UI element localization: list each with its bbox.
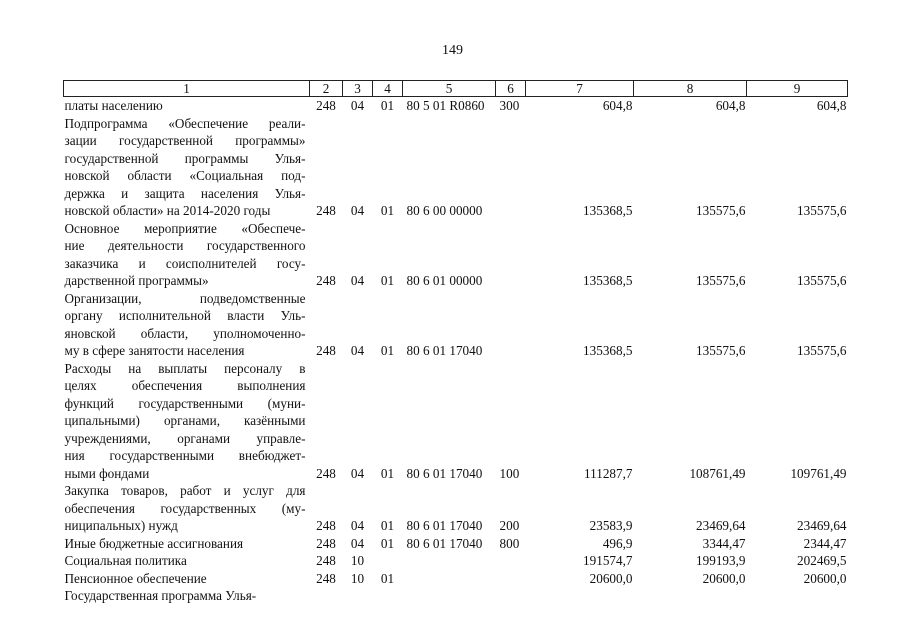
amount-col8-cell: [634, 587, 747, 605]
table-row: [64, 482, 848, 535]
amount-col8-cell: 108761,49: [689, 465, 746, 481]
amount-col7-cell: [526, 587, 634, 605]
description-line: Иные бюджетные ассигнования: [64, 535, 244, 551]
description-line: ния государственными внебюджет-: [64, 448, 306, 463]
target-article-cell: 80 6 00 00000: [406, 203, 483, 218]
section-code-cell: 04: [350, 273, 365, 288]
description-line: дарственной программы»: [64, 273, 209, 288]
section-code-cell: 04: [350, 343, 365, 358]
description-line: Пенсионное обеспечение: [64, 570, 207, 586]
target-article-cell: 80 6 01 00000: [406, 273, 483, 288]
amount-col7-cell: 135368,5: [583, 273, 633, 288]
section-code-cell: 04: [350, 98, 365, 113]
amount-col7-cell: 604,8: [602, 98, 633, 113]
section-code-cell: 04: [350, 203, 365, 218]
expense-type-cell: 200: [499, 518, 520, 533]
amount-col7-cell: 135368,5: [583, 203, 633, 218]
description-line: целях обеспечения выполнения: [64, 378, 306, 393]
description-line: ципальными) органами, казёнными: [64, 413, 306, 428]
description-line: Государственная программа Улья-: [64, 588, 257, 603]
target-article-cell: 80 6 01 17040: [406, 343, 483, 358]
description-line: Социальная политика: [64, 553, 187, 568]
amount-col7-cell: 23583,9: [589, 518, 633, 533]
expense-type-cell: [496, 115, 526, 220]
target-article-cell: 80 6 01 17040: [406, 535, 483, 551]
description-line: государственной программы Улья-: [64, 150, 306, 166]
amount-col9-cell: 2344,47: [803, 535, 847, 551]
table-body: [64, 97, 848, 605]
target-article-cell: [403, 587, 496, 605]
amount-col9-cell: 135575,6: [797, 343, 847, 358]
ministry-code-cell: 248: [316, 465, 336, 481]
section-code-cell: [343, 587, 373, 605]
ministry-code-cell: 248: [316, 273, 336, 288]
section-code-cell: 04: [350, 465, 365, 481]
description-line: заказчика и соисполнителей госу-: [64, 255, 306, 271]
amount-col8-cell: 135575,6: [696, 203, 746, 218]
target-article-cell: 80 6 01 17040: [406, 518, 483, 533]
ministry-code-cell: 248: [316, 535, 336, 551]
subsection-code-cell: 01: [380, 203, 395, 218]
ministry-code-cell: 248: [316, 570, 336, 586]
description-cell: [64, 360, 310, 483]
description-line: Закупка товаров, работ и услуг для: [64, 483, 306, 498]
amount-col8-cell: 135575,6: [696, 343, 746, 358]
description-cell: [64, 535, 310, 553]
description-cell: [64, 552, 310, 570]
description-line: зации государственной программы»: [64, 133, 306, 148]
ministry-code-cell: [310, 587, 343, 605]
description-cell: [64, 290, 310, 360]
table-row: [64, 570, 848, 588]
subsection-code-cell: 01: [380, 570, 395, 586]
section-code-cell: 10: [350, 570, 365, 586]
table-header-row: [64, 81, 848, 97]
ministry-code-cell: 248: [316, 203, 336, 218]
description-line: платы населению: [64, 98, 163, 113]
expense-type-cell: [496, 587, 526, 605]
column-header: 1: [64, 81, 310, 97]
expense-type-cell: 100: [499, 465, 520, 481]
description-line: Основное мероприятие «Обеспече-: [64, 220, 306, 236]
target-article-cell: [403, 570, 496, 588]
column-header: 4: [373, 81, 403, 97]
description-cell: [64, 587, 310, 605]
amount-col8-cell: 604,8: [715, 98, 746, 113]
table-row: [64, 115, 848, 220]
amount-col9-cell: 20600,0: [803, 570, 847, 586]
column-header: 8: [634, 81, 747, 97]
amount-col9-cell: 23469,64: [797, 518, 847, 533]
ministry-code-cell: 248: [316, 553, 336, 568]
amount-col7-cell: 496,9: [602, 535, 633, 551]
amount-col8-cell: 23469,64: [696, 518, 746, 533]
amount-col9-cell: 109761,49: [790, 465, 847, 481]
description-line: учреждениями, органами управле-: [64, 430, 306, 446]
description-cell: [64, 220, 310, 290]
description-line: функций государственными (муни-: [64, 395, 306, 411]
expense-type-cell: [496, 220, 526, 290]
table-row: [64, 220, 848, 290]
expense-type-cell: [496, 570, 526, 588]
table-row: [64, 535, 848, 553]
description-line: органу исполнительной власти Уль-: [64, 308, 306, 323]
amount-col9-cell: 202469,5: [797, 553, 847, 568]
table-row: [64, 97, 848, 115]
description-line: держка и защита населения Улья-: [64, 185, 306, 201]
subsection-code-cell: 01: [380, 535, 395, 551]
table-row: [64, 587, 848, 605]
expense-type-cell: 300: [499, 98, 520, 113]
column-header: 3: [343, 81, 373, 97]
subsection-code-cell: [373, 552, 403, 570]
amount-col8-cell: 199193,9: [696, 553, 746, 568]
amount-col9-cell: [747, 587, 848, 605]
table-row: [64, 360, 848, 483]
subsection-code-cell: 01: [380, 98, 395, 113]
description-cell: [64, 570, 310, 588]
ministry-code-cell: 248: [316, 518, 336, 533]
amount-col8-cell: 20600,0: [702, 570, 746, 586]
budget-table: [63, 80, 848, 605]
table-row: [64, 290, 848, 360]
description-line: ными фондами: [64, 465, 150, 481]
description-line: Расходы на выплаты персоналу в: [64, 360, 306, 376]
amount-col9-cell: 135575,6: [797, 203, 847, 218]
amount-col9-cell: 604,8: [816, 98, 847, 113]
column-header: 6: [496, 81, 526, 97]
description-cell: [64, 482, 310, 535]
description-line: новской области» на 2014-2020 годы: [64, 203, 271, 218]
subsection-code-cell: [373, 587, 403, 605]
subsection-code-cell: 01: [380, 343, 395, 358]
subsection-code-cell: 01: [380, 465, 395, 481]
amount-col7-cell: 191574,7: [583, 553, 633, 568]
table-row: [64, 552, 848, 570]
amount-col7-cell: 20600,0: [589, 570, 633, 586]
page-number: 149: [442, 43, 463, 58]
description-line: новской области «Социальная под-: [64, 168, 306, 183]
target-article-cell: 80 6 01 17040: [406, 465, 483, 481]
expense-type-cell: 800: [499, 535, 520, 551]
description-line: Подпрограмма «Обеспечение реали-: [64, 115, 306, 131]
description-cell: [64, 97, 310, 115]
column-header: 5: [403, 81, 496, 97]
ministry-code-cell: 248: [316, 343, 336, 358]
amount-col9-cell: 135575,6: [797, 273, 847, 288]
column-header: 9: [747, 81, 848, 97]
amount-col8-cell: 3344,47: [702, 535, 746, 551]
description-line: Организации, подведомственные: [64, 290, 306, 306]
description-line: ниципальных) нужд: [64, 518, 178, 533]
section-code-cell: 10: [350, 553, 365, 568]
target-article-cell: [403, 552, 496, 570]
column-header: 7: [526, 81, 634, 97]
section-code-cell: 04: [350, 535, 365, 551]
amount-col7-cell: 111287,7: [584, 465, 633, 481]
section-code-cell: 04: [350, 518, 365, 533]
column-header: 2: [310, 81, 343, 97]
amount-col7-cell: 135368,5: [583, 343, 633, 358]
description-line: яновской области, уполномоченно-: [64, 325, 306, 341]
description-line: обеспечения государственных (му-: [64, 500, 306, 516]
amount-col8-cell: 135575,6: [696, 273, 746, 288]
description-line: ние деятельности государственного: [64, 238, 306, 253]
description-cell: [64, 115, 310, 220]
target-article-cell: 80 5 01 R0860: [406, 98, 485, 113]
description-line: му в сфере занятости населения: [64, 343, 245, 358]
expense-type-cell: [496, 552, 526, 570]
expense-type-cell: [496, 290, 526, 360]
ministry-code-cell: 248: [316, 98, 336, 113]
subsection-code-cell: 01: [380, 518, 395, 533]
subsection-code-cell: 01: [380, 273, 395, 288]
